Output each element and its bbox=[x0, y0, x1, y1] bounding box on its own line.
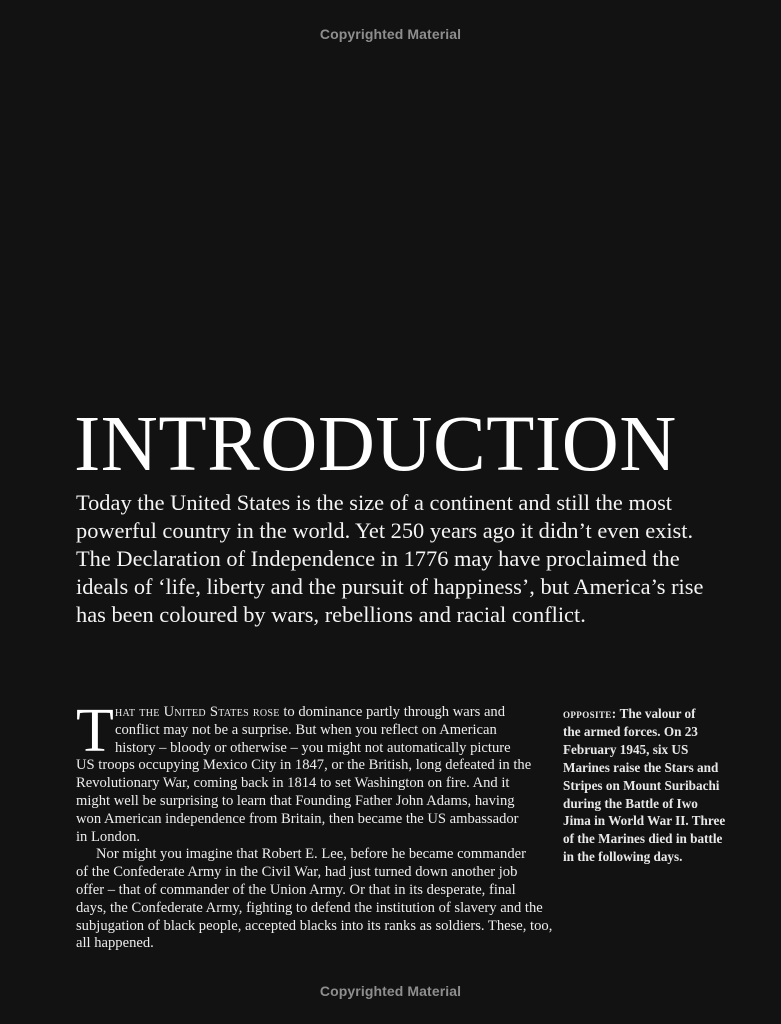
body-line: subjugation of black people, accepted blacks into its ranks as soldiers. These, too, bbox=[76, 917, 553, 934]
body-line: offer – that of commander of the Union Army. Or that in its desperate, final bbox=[76, 881, 516, 898]
standfirst-line: Today the United States is the size of a continent and still the most bbox=[76, 490, 673, 515]
body-line: days, the Confederate Army, fighting to defend the institution of slavery and the bbox=[76, 899, 543, 916]
caption-label: opposite: bbox=[563, 706, 617, 721]
caption-line-text: The valour of bbox=[616, 706, 696, 721]
caption-line: Marines raise the Stars and bbox=[563, 759, 719, 775]
body-line: of the Confederate Army in the Civil War, had just turned down another job bbox=[76, 864, 518, 881]
standfirst-line: has been coloured by wars, rebellions and racial conflict. bbox=[76, 602, 586, 627]
caption-line: during the Battle of Iwo bbox=[563, 795, 698, 811]
body-line: Revolutionary War, coming back in 1814 to set Washington on fire. And it bbox=[76, 775, 510, 792]
standfirst-line: powerful country in the world. Yet 250 years ago it didn’t even exist. bbox=[76, 518, 694, 543]
body-line bbox=[76, 704, 526, 722]
caption-line: Stripes on Mount Suribachi bbox=[563, 777, 720, 793]
chapter-title: INTRODUCTION bbox=[74, 401, 677, 488]
standfirst-line: ideals of ‘life, liberty and the pursuit of happiness’, but America’s rise bbox=[76, 574, 704, 599]
body-line: conflict may not be a surprise. But when you reflect on American bbox=[115, 721, 497, 738]
caption-line bbox=[563, 705, 753, 723]
body-text-column bbox=[76, 697, 553, 953]
drop-cap: T bbox=[76, 697, 114, 765]
caption-line: of the Marines died in battle bbox=[563, 831, 723, 847]
caption-line: Jima in World War II. Three bbox=[563, 813, 726, 829]
body-line: all happened. bbox=[76, 935, 154, 952]
caption-line: the armed forces. On 23 bbox=[563, 723, 698, 739]
standfirst-paragraph bbox=[76, 489, 736, 629]
body-line: won American independence from Britain, then became the US ambassador bbox=[76, 810, 519, 827]
body-line: history – bloody or otherwise – you might not automatically picture bbox=[115, 739, 511, 756]
copyright-watermark-bottom: Copyrighted Material bbox=[319, 983, 462, 999]
photo-caption bbox=[563, 705, 753, 866]
standfirst-line: The Declaration of Independence in 1776 may have proclaimed the bbox=[76, 546, 680, 571]
body-line: in London. bbox=[76, 828, 141, 845]
body-line: might well be surprising to learn that Founding Father John Adams, having bbox=[76, 792, 515, 809]
body-line: Nor might you imagine that Robert E. Lee, before he became commander bbox=[96, 846, 526, 863]
lead-in-smallcaps: hat the United States rose bbox=[115, 704, 280, 720]
body-line-text: to dominance partly through wars and bbox=[279, 704, 506, 720]
caption-line: in the following days. bbox=[563, 849, 683, 865]
body-line: US troops occupying Mexico City in 1847, or the British, long defeated in the bbox=[76, 757, 532, 774]
caption-line: February 1945, six US bbox=[563, 741, 689, 757]
copyright-watermark-top: Copyrighted Material bbox=[319, 26, 462, 42]
